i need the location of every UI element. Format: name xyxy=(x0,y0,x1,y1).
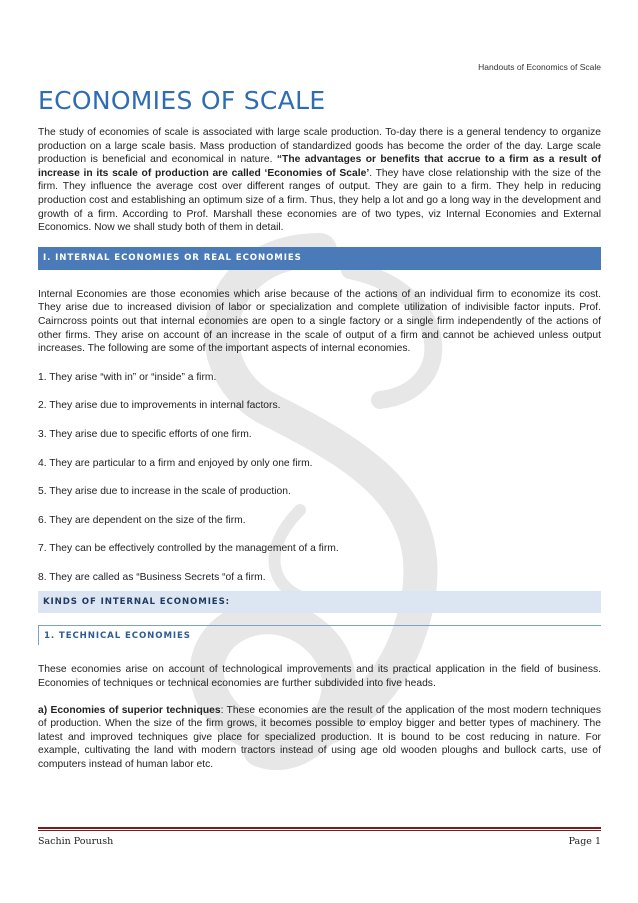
internal-paragraph: Internal Economies are those economies which arise because of the actions of an individual firm to economize its cost. They arise due to increased division of labor or specialization and complete utilization of indivisible factor inputs. Prof. Cairncross points out that internal economies are open to a single factory or a single firm independently of the actions of other firms. They arise on account of an increase in the scale of output of a firm and cannot be achieved unless output increases. The following are some of the important aspects of internal economies. xyxy=(38,288,601,355)
footer-author: Sachin Pourush xyxy=(38,836,114,847)
section-heading-kinds: KINDS OF INTERNAL ECONOMIES: xyxy=(38,591,601,613)
list-item: 8. They are called as “Business Secrets “of a firm. xyxy=(38,571,266,583)
section-heading-technical: 1. TECHNICAL ECONOMIES xyxy=(38,625,601,645)
section-heading-internal: I. INTERNAL ECONOMIES OR REAL ECONOMIES xyxy=(38,247,601,270)
page-number: Page 1 xyxy=(568,836,601,847)
footer-divider-thin xyxy=(38,830,601,831)
intro-paragraph xyxy=(38,126,601,235)
footer-divider xyxy=(38,827,601,829)
list-item: 6. They are dependent on the size of the firm. xyxy=(38,514,246,526)
list-item: 1. They arise “with in” or “inside” a firm. xyxy=(38,371,217,383)
page-title: ECONOMIES OF SCALE xyxy=(38,86,326,115)
list-item: 4. They are particular to a firm and enjoyed by only one firm. xyxy=(38,457,313,469)
document-body xyxy=(38,126,601,772)
list-item: 7. They can be effectively controlled by the management of a firm. xyxy=(38,543,339,555)
technical-paragraph: These economies arise on account of technological improvements and its practical application in the field of business. Economies of techniques or technical economies are further subdivided into five heads. xyxy=(38,664,601,690)
superior-techniques-text: : These economies are the result of the application of the most modern techniques of production. When the size of the firm grows, it becomes possible to employ bigger and better types of machinery. The latest and improved techniques give place for specialized production. It is bound to be cost reducing in nature. For example, cultivating the land with modern tractors instead of using age old wooden ploughs and bullock carts, use of computers instead of human labor etc. xyxy=(38,704,601,771)
intro-text-1: The study of economies of scale is associated with large scale production. To-day there is a general tendency to organize production on a large scale basis. Mass production of standardized goods has become the order of the day. Large scale production is beneficial and economical in nature. xyxy=(38,127,601,166)
list-item: 2. They arise due to improvements in internal factors. xyxy=(38,400,281,412)
intro-definition: “The advantages or benefits that accrue to a firm as a result of increase in its scale of production are called ‘Economies of Scale’ xyxy=(38,154,602,179)
running-header: Handouts of Economics of Scale xyxy=(478,62,601,72)
list-item: 5. They arise due to increase in the scale of production. xyxy=(38,486,291,498)
superior-techniques-heading: a) Economies of superior techniques xyxy=(38,704,221,716)
list-item: 3. They arise due to specific efforts of one firm. xyxy=(38,428,252,440)
intro-text-2: . They have close relationship with the size of the firm. They influence the average cost over different ranges of output. They are gain to a firm. They help in reducing production cost and establishing an optimum size of a firm. Thus, they help a lot and go a long way in the development and growth of a firm. According to Prof. Marshall these economies are of two types, viz Internal Economies and External Economics. Now we shall study both of them in detail. xyxy=(38,167,601,234)
superior-techniques-paragraph xyxy=(38,704,601,772)
